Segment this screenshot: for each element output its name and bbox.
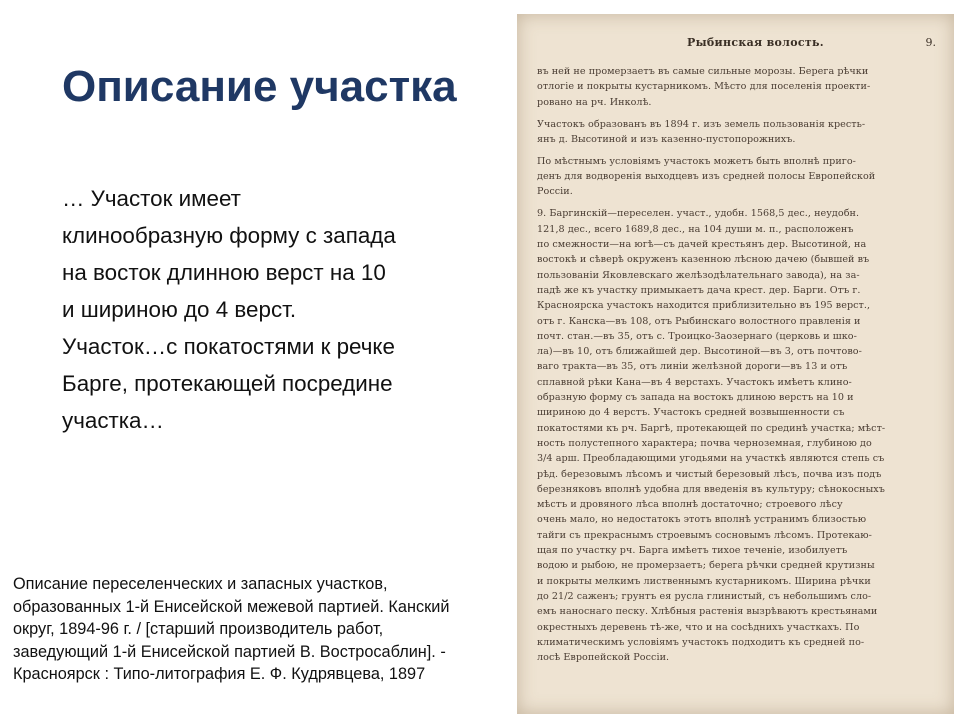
scan-text-line: почт. стан.—въ 35, отъ с. Троицко-Заозернаго (церковь и шко- bbox=[537, 330, 857, 342]
scan-text-line: шириною до 4 верстъ. Участокъ средней возвышенности съ bbox=[537, 407, 845, 419]
scan-text-line: ность полустепного характера; почва черноземная, глубиною до bbox=[537, 437, 872, 449]
scan-page-header bbox=[517, 36, 954, 56]
citation-line: округ, 1894-96 г. / [старший производитель работ, bbox=[13, 620, 384, 638]
quote-line: Участок…с покатостями к речке bbox=[62, 334, 395, 359]
citation-line: заведующий 1-й Енисейской партией В. Востросаблин]. - bbox=[13, 642, 446, 661]
quote-line: на восток длинною верст на 10 bbox=[62, 260, 386, 285]
scan-text-line: и покрыты мелкимъ лиственнымъ кустарникомъ. Ширина рѣчки bbox=[537, 575, 871, 587]
scan-text-line: Красноярска участокъ находится приблизительно въ 195 верст., bbox=[537, 300, 871, 312]
scan-text-line: Участокъ образованъ въ 1894 г. изъ земель пользованія кресть- bbox=[537, 118, 866, 130]
scan-running-title: Рыбинская волость. bbox=[687, 36, 824, 49]
quote-line: и шириною до 4 верст. bbox=[62, 297, 297, 322]
quote-line: участка… bbox=[62, 408, 164, 433]
scan-text-line: пользованіи Яковлевскаго желѣзодѣлательнаго завода), на за- bbox=[537, 269, 860, 281]
scan-text-line: 9. Баргинскій—переселен. участ., удобн. 1568,5 дес., неудобн. bbox=[537, 208, 860, 220]
quote-line: Барге, протекающей посредине bbox=[62, 371, 393, 396]
quote-line: клинообразную форму с запада bbox=[62, 223, 396, 248]
citation-line: Описание переселенческих и запасных участков, bbox=[13, 575, 388, 593]
scan-text-line: окрестныхъ деревень тѣ-же, что и на сосѣднихъ участкахъ. По bbox=[537, 621, 860, 633]
scan-text-line: ваго тракта—въ 35, отъ линіи желѣзной дороги—въ 13 и отъ bbox=[537, 361, 848, 373]
scan-text-line: янъ д. Высотиной и изъ казенно-пустопорожнихъ. bbox=[537, 133, 796, 145]
scan-text-line: березняковъ вполнѣ удобна для введенія въ культуру; сѣнокосныхъ bbox=[537, 483, 885, 495]
scan-text-line: 3/4 арш. Преобладающими угодьями на участкѣ являются степь съ bbox=[537, 453, 885, 465]
archival-page-scan bbox=[517, 14, 954, 714]
quote-block bbox=[62, 180, 502, 439]
scan-text-line: денъ для водворенія выходцевъ изъ средней полосы Европейской bbox=[537, 171, 876, 183]
scan-text-line: ровано на рч. Инколѣ. bbox=[537, 96, 652, 108]
scan-body-text bbox=[537, 64, 942, 665]
bibliographic-citation bbox=[13, 573, 513, 686]
scan-text-line: отлогіе и покрыты кустарникомъ. Мѣсто для поселенія проекти- bbox=[537, 81, 871, 93]
slide-title: Описание участка bbox=[62, 62, 457, 111]
scan-text-line: водою и рыбою, не промерзаетъ; берега рѣчки средней крутизны bbox=[537, 560, 875, 572]
scan-text-line: покатостями къ рч. Баргѣ, протекающей по срединѣ участка; мѣст- bbox=[537, 422, 886, 434]
scan-text-line: щая по участку рч. Барга имѣетъ тихое теченіе, изобилуетъ bbox=[537, 545, 848, 557]
citation-line: Красноярск : Типо-литография Е. Ф. Кудрявцева, 1897 bbox=[13, 665, 426, 683]
scan-text-line: тайги съ прекраснымъ строевымъ сосновымъ лѣсомъ. Протекаю- bbox=[537, 529, 872, 541]
scan-text-line: образную форму съ запада на востокъ длиною верстъ на 10 и bbox=[537, 392, 854, 404]
scan-text-line: лосѣ Европейской Россіи. bbox=[537, 652, 670, 664]
scan-text-line: падѣ же къ участку примыкаетъ дача крест. дер. Барги. Отъ г. bbox=[537, 284, 861, 296]
scan-text-line: сплавной рѣки Кана—въ 4 верстахъ. Участокъ имѣетъ клино- bbox=[537, 376, 852, 388]
scan-text-line: очень мало, но недостатокъ этотъ вполнѣ устранимъ близостью bbox=[537, 514, 867, 526]
scan-text-line: по смежности—на югѣ—съ дачей крестьянъ дер. Высотиной, на bbox=[537, 239, 867, 251]
scan-text-line: Россіи. bbox=[537, 186, 573, 198]
citation-line: образованных 1-й Енисейской межевой партией. Канский bbox=[13, 597, 450, 616]
scan-text-line: емъ наноснаго песку. Хлѣбныя растенія вызрѣваютъ крестьянами bbox=[537, 606, 878, 618]
scan-text-line: рѣд. березовымъ лѣсомъ и чистый березовый лѣсъ, почва изъ подъ bbox=[537, 468, 882, 480]
scan-text-line: климатическимъ условіямъ участокъ подходитъ къ средней по- bbox=[537, 636, 865, 648]
scan-page-number: 9. bbox=[925, 36, 936, 49]
scan-text-line: отъ г. Канска—въ 108, отъ Рыбинскаго волостного правленія и bbox=[537, 315, 861, 327]
scan-text-line: до 21/2 саженъ; грунтъ ея русла глинистый, съ небольшимъ сло- bbox=[537, 590, 872, 602]
scan-text-line: въ ней не промерзаетъ въ самые сильные морозы. Берега рѣчки bbox=[537, 66, 869, 77]
scan-text-line: востокѣ и сѣверѣ окруженъ казенною лѣсною дачею (бывшей въ bbox=[537, 254, 870, 266]
scan-text-line: 121,8 дес., всего 1689,8 дес., на 104 души м. п., расположенъ bbox=[537, 223, 854, 235]
quote-line: … Участок имеет bbox=[62, 186, 241, 211]
scan-text-line: По мѣстнымъ условіямъ участокъ можетъ быть вполнѣ приго- bbox=[537, 155, 856, 167]
scan-text-line: мѣстъ и дровяного лѣса вполнѣ достаточно; строевого лѣсу bbox=[537, 499, 843, 511]
scan-text-line: ла)—въ 10, отъ ближайшей дер. Высотиной—въ 3, отъ почтово- bbox=[537, 346, 862, 358]
